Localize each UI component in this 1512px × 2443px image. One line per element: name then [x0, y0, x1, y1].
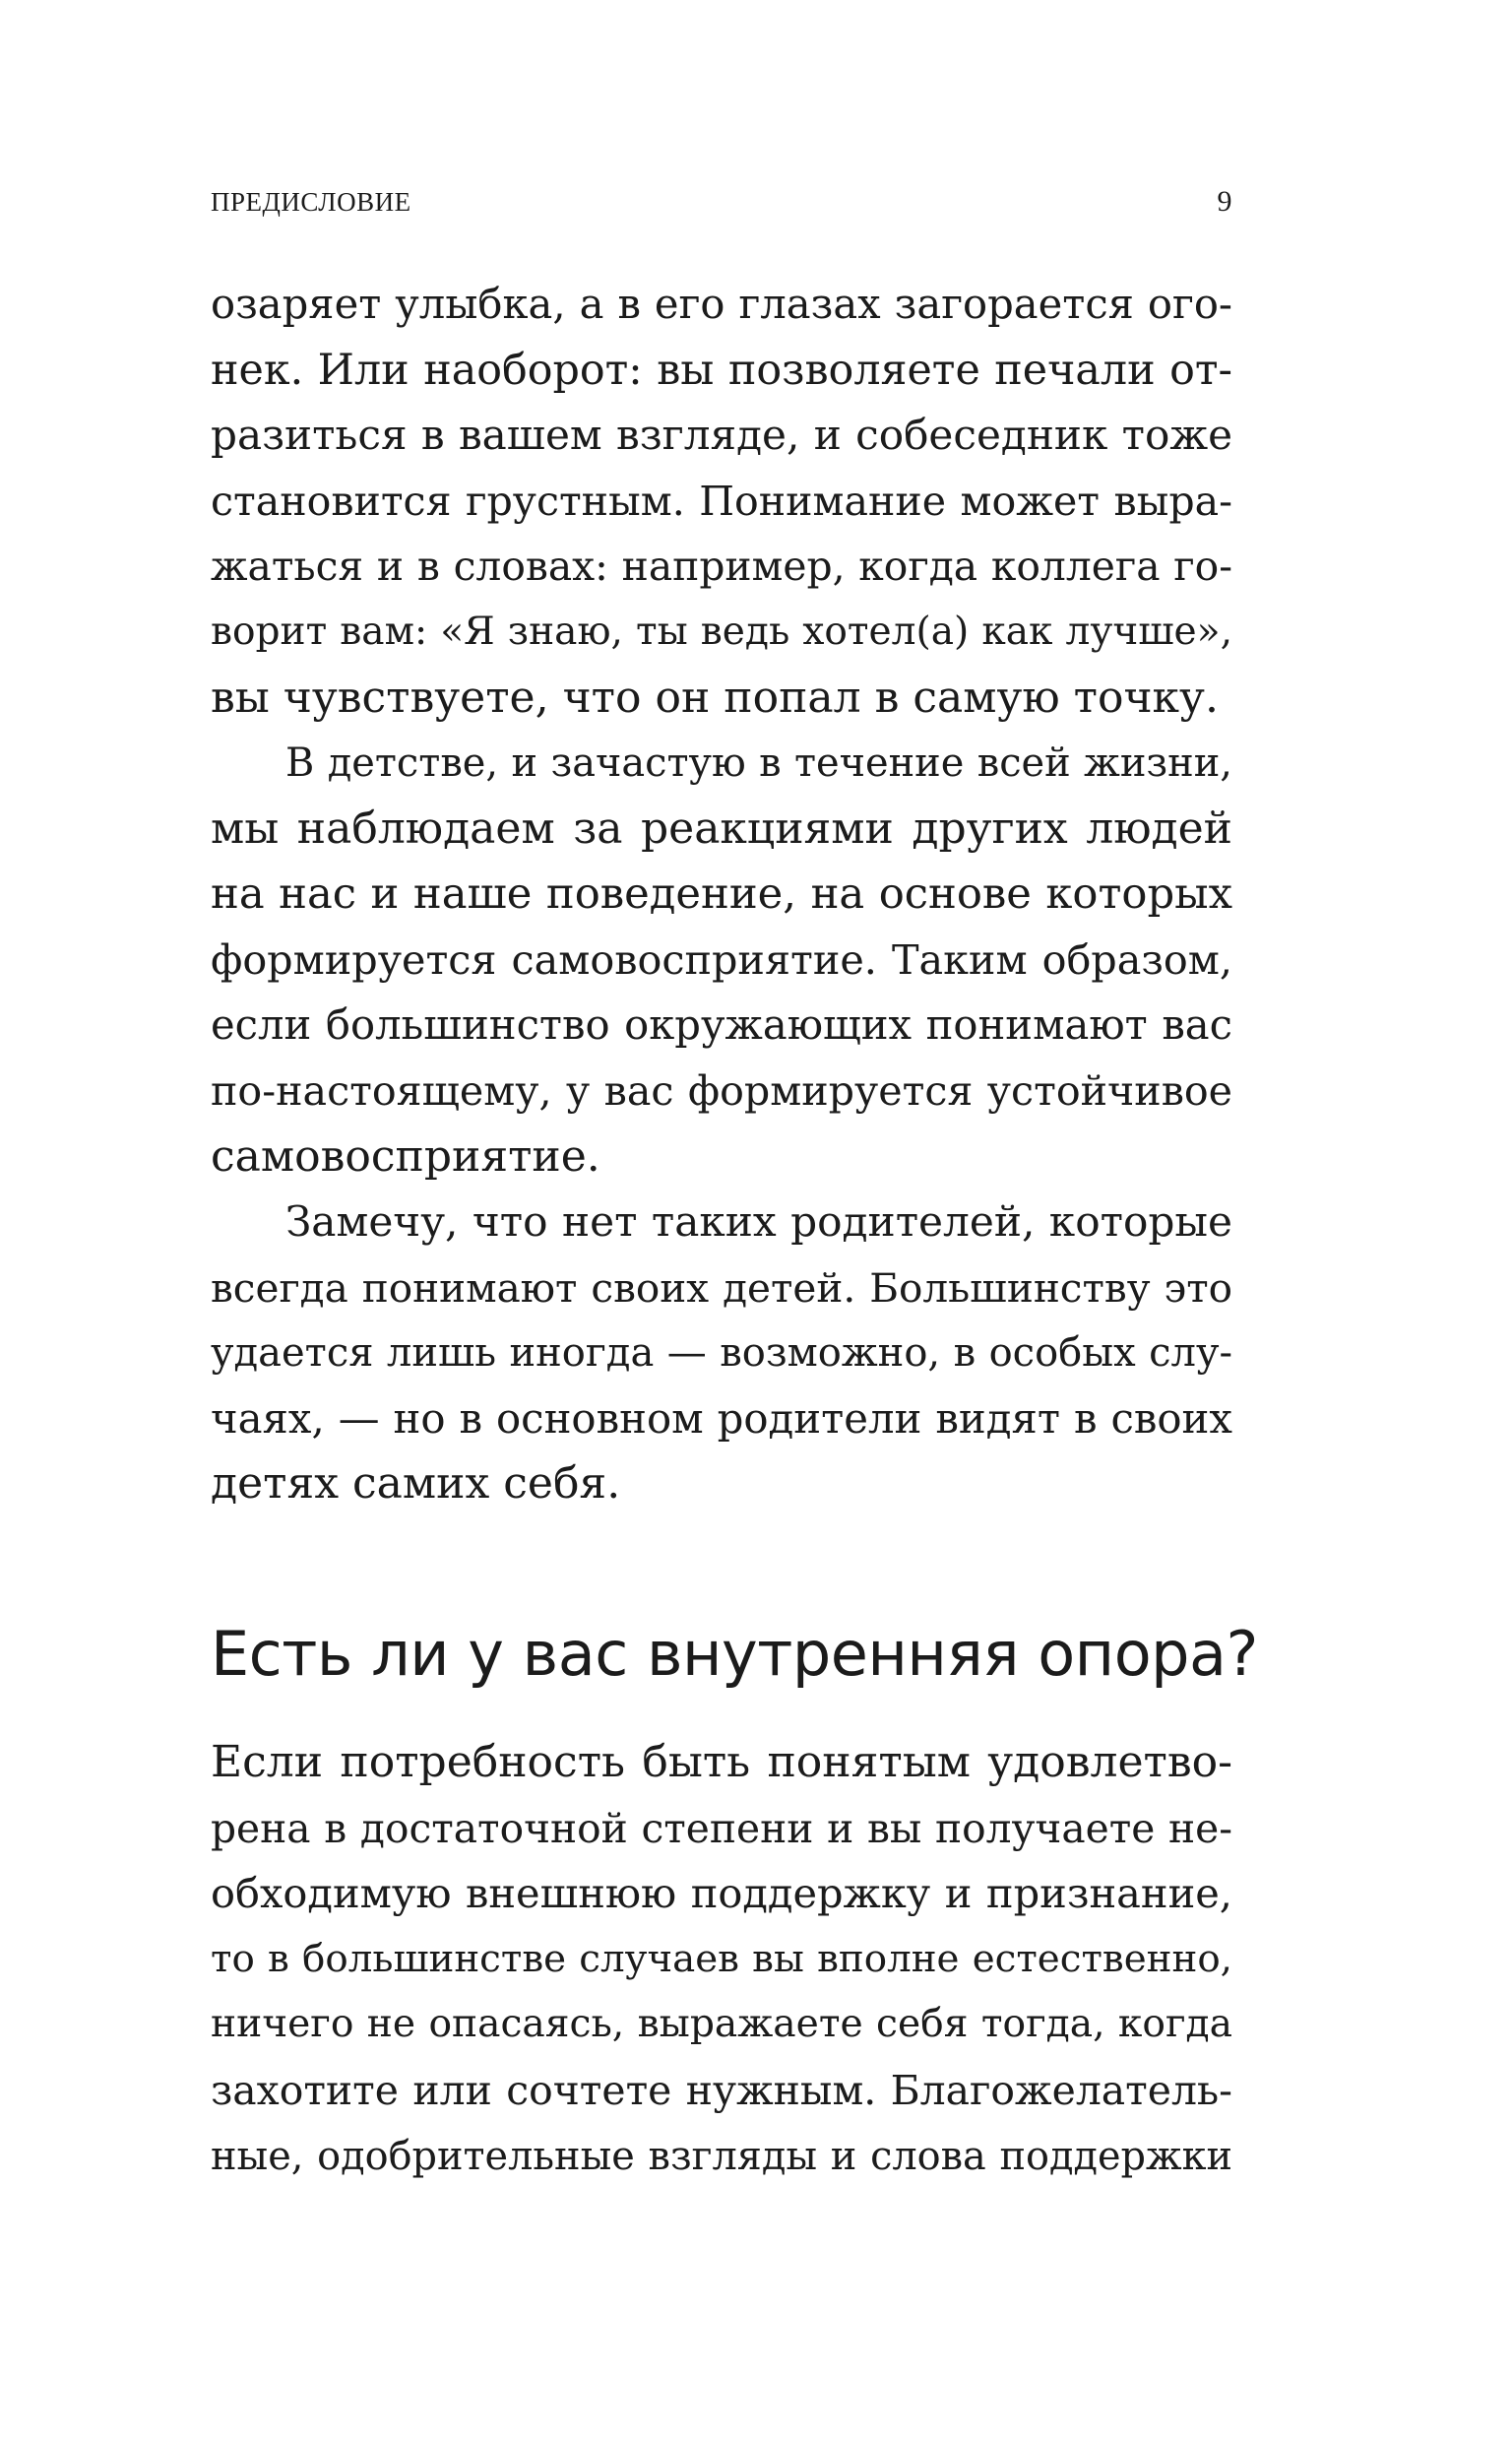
text-line: всегда понимают своих детей. Большинству это — [211, 1263, 1232, 1312]
paragraph-2 — [211, 731, 1232, 1189]
text-line: ничего не опасаясь, выражаете себя тогда, когда — [211, 2002, 1232, 2047]
text-line: удается лишь иногда — возможно, в особых слу- — [211, 1330, 1232, 1377]
text-line: жаться и в словах: например, когда коллега го- — [211, 543, 1232, 591]
text-line: вы чувствуете, что он попал в самую точку. — [211, 672, 1219, 723]
text-line: то в большинстве случаев вы вполне естественно, — [211, 1936, 1232, 1981]
text-line: рена в достаточной степени и вы получаете не- — [211, 1804, 1232, 1852]
text-line: если большинство окружающих понимают вас — [211, 1000, 1232, 1050]
text-line: становится грустным. Понимание может выра- — [211, 477, 1232, 525]
text-line: на нас и наше поведение, на основе которых — [211, 869, 1232, 920]
text-line: В детстве, и зачастую в течение всей жизни, — [285, 740, 1232, 786]
text-line: озаряет улыбка, а в его глазах загорается ого- — [211, 280, 1232, 328]
text-line: разиться в вашем взгляде, и собеседник тоже — [211, 411, 1232, 460]
paragraph-3 — [211, 1189, 1232, 1517]
text-line: детях самих себя. — [211, 1458, 621, 1510]
text-line: ворит вам: «Я знаю, ты ведь хотел(а) как лучше», — [211, 609, 1232, 654]
section-heading: Есть ли у вас внутренняя опора? — [211, 1618, 1258, 1690]
text-line: Если потребность быть понятым удовлетво- — [211, 1737, 1232, 1787]
text-line: Замечу, что нет таких родителей, которые — [285, 1197, 1232, 1246]
paragraph-1 — [211, 272, 1232, 731]
text-line: захотите или сочтете нужным. Благожелатель- — [211, 2066, 1232, 2114]
page-number: 9 — [1217, 185, 1232, 218]
section-paragraph — [211, 1730, 1232, 2189]
text-line: нек. Или наоборот: вы позволяете печали от- — [211, 345, 1232, 395]
text-line: по-настоящему, у вас формируется устойчивое — [211, 1066, 1232, 1115]
text-line: чаях, — но в основном родители видят в своих — [211, 1393, 1232, 1443]
text-line: формируется самовосприятие. Таким образом, — [211, 935, 1232, 984]
text-line: обходимую внешнюю поддержку и признание, — [211, 1869, 1232, 1918]
running-header — [211, 185, 1232, 225]
section-title: ПРЕДИСЛОВИЕ — [211, 187, 411, 217]
text-line: самовосприятие. — [211, 1130, 600, 1182]
text-line: ные, одобрительные взгляды и слова поддержки — [211, 2133, 1232, 2179]
text-line: мы наблюдаем за реакциями других людей — [211, 803, 1232, 854]
